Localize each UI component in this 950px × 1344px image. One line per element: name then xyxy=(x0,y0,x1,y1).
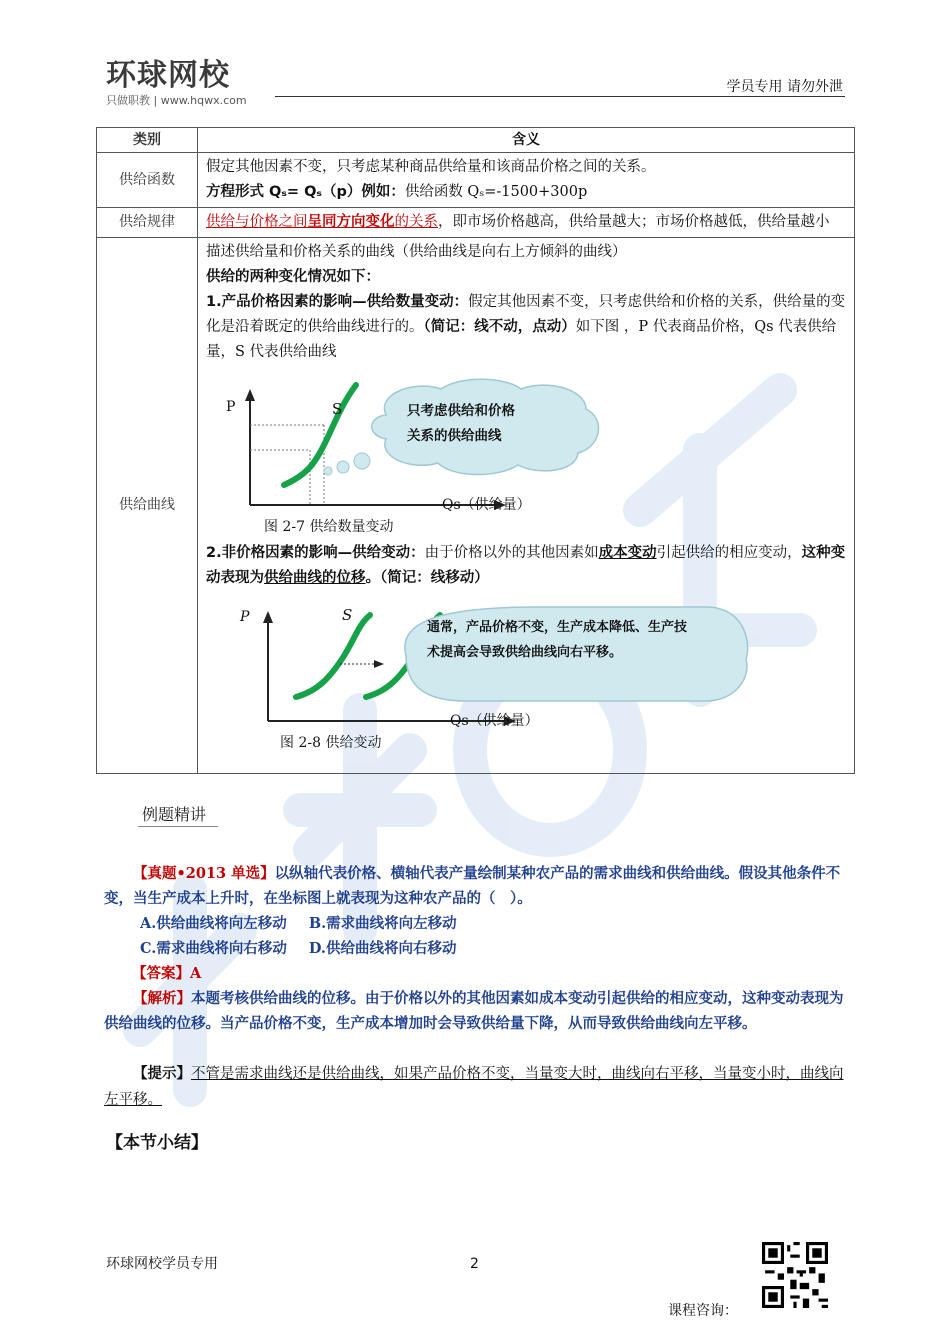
fig1-p-label: P xyxy=(226,399,236,415)
case2-text-a: 由于价格以外的其他因素如 xyxy=(424,545,599,561)
table-header-row xyxy=(97,128,855,153)
law-part1: 供给与价格之间 xyxy=(206,214,308,230)
fig2-p-label: P xyxy=(240,609,250,625)
meaning-supply-function xyxy=(198,153,855,208)
law-part2: 呈同方向变化 xyxy=(307,214,395,230)
question-tag: 【真题•2013 单选】 xyxy=(133,865,275,882)
fig1-cloud-line1: 只考虑供给和价格 xyxy=(407,403,515,419)
tip-tag: 【提示】 xyxy=(133,1065,191,1082)
logo-subtitle: 只做职教 | www.hqwx.com xyxy=(106,94,247,107)
curve-desc: 描述供给量和价格关系的曲线（供给曲线是向右上方倾斜的曲线） xyxy=(206,244,627,260)
fig2-x-label: Qs（供给量） xyxy=(450,713,539,729)
category-supply-function: 供给函数 xyxy=(97,153,198,208)
header-rule xyxy=(275,96,845,97)
func-example: 供给函数 Qₛ=-1500+300p xyxy=(404,184,588,200)
tip-text: 不管是需求曲线还是供给曲线，如果产品价格不变，当量变大时，曲线向右平移，当量变小时，曲线向左平移。 xyxy=(104,1066,844,1108)
meaning-supply-law xyxy=(198,208,855,238)
category-supply-law: 供给规律 xyxy=(97,208,198,238)
options-row-1 xyxy=(140,911,884,936)
row-supply-function xyxy=(97,153,855,208)
question xyxy=(104,861,848,911)
figure-2-8 xyxy=(206,591,846,763)
option-a: A.供给曲线将向左移动 xyxy=(140,915,287,932)
answer-tag: 【答案】 xyxy=(132,965,190,982)
fig1-s-label: S xyxy=(332,400,343,418)
curve-case2 xyxy=(206,541,846,591)
func-line2 xyxy=(206,180,846,205)
curve-two-cases: 供给的两种变化情况如下： xyxy=(206,269,380,285)
fig1-x-label: Qs（供给量） xyxy=(442,497,531,513)
law-part3: 的关系 xyxy=(394,214,438,230)
analysis-text: 本题考核供给曲线的位移。由于价格以外的其他因素如成本变动引起供给的相应变动，这种变动表现为供给曲线的位移。当产品价格不变，生产成本增加时会导致供给量下降，从而导致供给曲线向左平移。 xyxy=(104,990,844,1032)
case1-note: （简记：线不动，点动） xyxy=(423,319,576,335)
fig1-caption: 图 2-7 供给数量变动 xyxy=(264,519,394,535)
fig2-shift-arrow-head xyxy=(374,660,384,668)
qr-code[interactable] xyxy=(762,1242,828,1308)
supply-table xyxy=(96,127,855,774)
func-line1: 假定其他因素不变，只考虑某种商品供给量和该商品价格之间的关系。 xyxy=(206,159,656,175)
option-c: C.需求曲线将向右移动 xyxy=(140,940,287,957)
tip xyxy=(104,1061,848,1113)
fig2-s-label: S xyxy=(342,606,353,624)
fig1-cloud-text xyxy=(407,399,587,449)
logo-title: 环球网校 xyxy=(106,58,230,93)
law-part4: ，即市场价格越高，供给量越大；市场价格越低，供给量越小 xyxy=(438,214,830,230)
section-title-underline xyxy=(138,826,218,827)
question-text: 以纵轴代表价格、横轴代表产量绘制某种农产品的需求曲线和供给曲线。假设其他条件不变，当生产成本上升时，在坐标图上就表现为这种农产品的（ ）。 xyxy=(104,865,841,907)
fig1-cloud-dot-2 xyxy=(337,461,349,473)
section-summary: 【本节小结】 xyxy=(106,1133,208,1153)
fig1-y-arrow xyxy=(245,389,255,401)
analysis-tag: 【解析】 xyxy=(133,990,191,1007)
case2-cost-change: 成本变动 xyxy=(598,545,657,561)
header-tag: 学员专用 请勿外泄 xyxy=(726,79,843,95)
answer-value: A xyxy=(190,965,202,982)
fig2-cloud-line1: 通常，产品价格不变，生产成本降低、生产技 xyxy=(427,620,688,635)
row-supply-law xyxy=(97,208,855,238)
options-row-2 xyxy=(140,936,884,961)
figure-2-7 xyxy=(206,365,846,541)
case2-note: 。（简记：线移动） xyxy=(365,570,489,586)
answer xyxy=(132,961,876,986)
section-title-examples: 例题精讲 xyxy=(142,805,207,824)
analysis xyxy=(104,986,848,1036)
case2-curve-shift: 供给曲线的位移 xyxy=(264,570,366,586)
curve-case1 xyxy=(206,290,846,365)
fig2-supply-curve-1 xyxy=(296,615,370,697)
fig1-cloud-line2: 关系的供给曲线 xyxy=(407,428,502,444)
col-meaning-header: 含义 xyxy=(198,128,855,153)
footer-left: 环球网校学员专用 xyxy=(106,1256,218,1272)
case1-title: 1.产品价格因素的影响—供给数量变动： xyxy=(206,294,469,310)
case1-text: 假定其他因素不变，只考虑供给和价格的关系，供给量的变化是沿着既定的供给曲线进行的。 xyxy=(206,294,846,335)
fig1-cloud-dot-1 xyxy=(324,467,332,475)
col-category-header: 类别 xyxy=(97,128,198,153)
fig2-cloud-text xyxy=(427,615,747,665)
page-number: 2 xyxy=(470,1256,479,1272)
category-supply-curve: 供给曲线 xyxy=(97,238,198,774)
option-b: B.需求曲线将向左移动 xyxy=(308,915,457,932)
fig2-caption: 图 2-8 供给变动 xyxy=(280,735,382,751)
func-formula: 方程形式 Qₛ= Qₛ（p）例如： xyxy=(206,184,405,200)
case2-bold2: 这种变动表现为 xyxy=(206,545,846,586)
fig1-cloud-dot-3 xyxy=(354,453,370,469)
meaning-supply-curve xyxy=(198,238,855,774)
row-supply-curve xyxy=(97,238,855,774)
case2-title: 2.非价格因素的影响—供给变动： xyxy=(206,545,425,561)
option-d: D.供给曲线将向右移动 xyxy=(308,940,457,957)
fig2-cloud-line2: 术提高会导致供给曲线向右平移。 xyxy=(427,645,623,660)
fig2-y-arrow xyxy=(263,611,273,623)
case1-tail: 如下图 ，P 代表商品价格，Qs 代表供给量，S 代表供给曲线 xyxy=(206,319,837,360)
footer-consult: 课程咨询： xyxy=(668,1303,738,1319)
case2-text-b: 引起供给的相应变动， xyxy=(656,545,802,561)
